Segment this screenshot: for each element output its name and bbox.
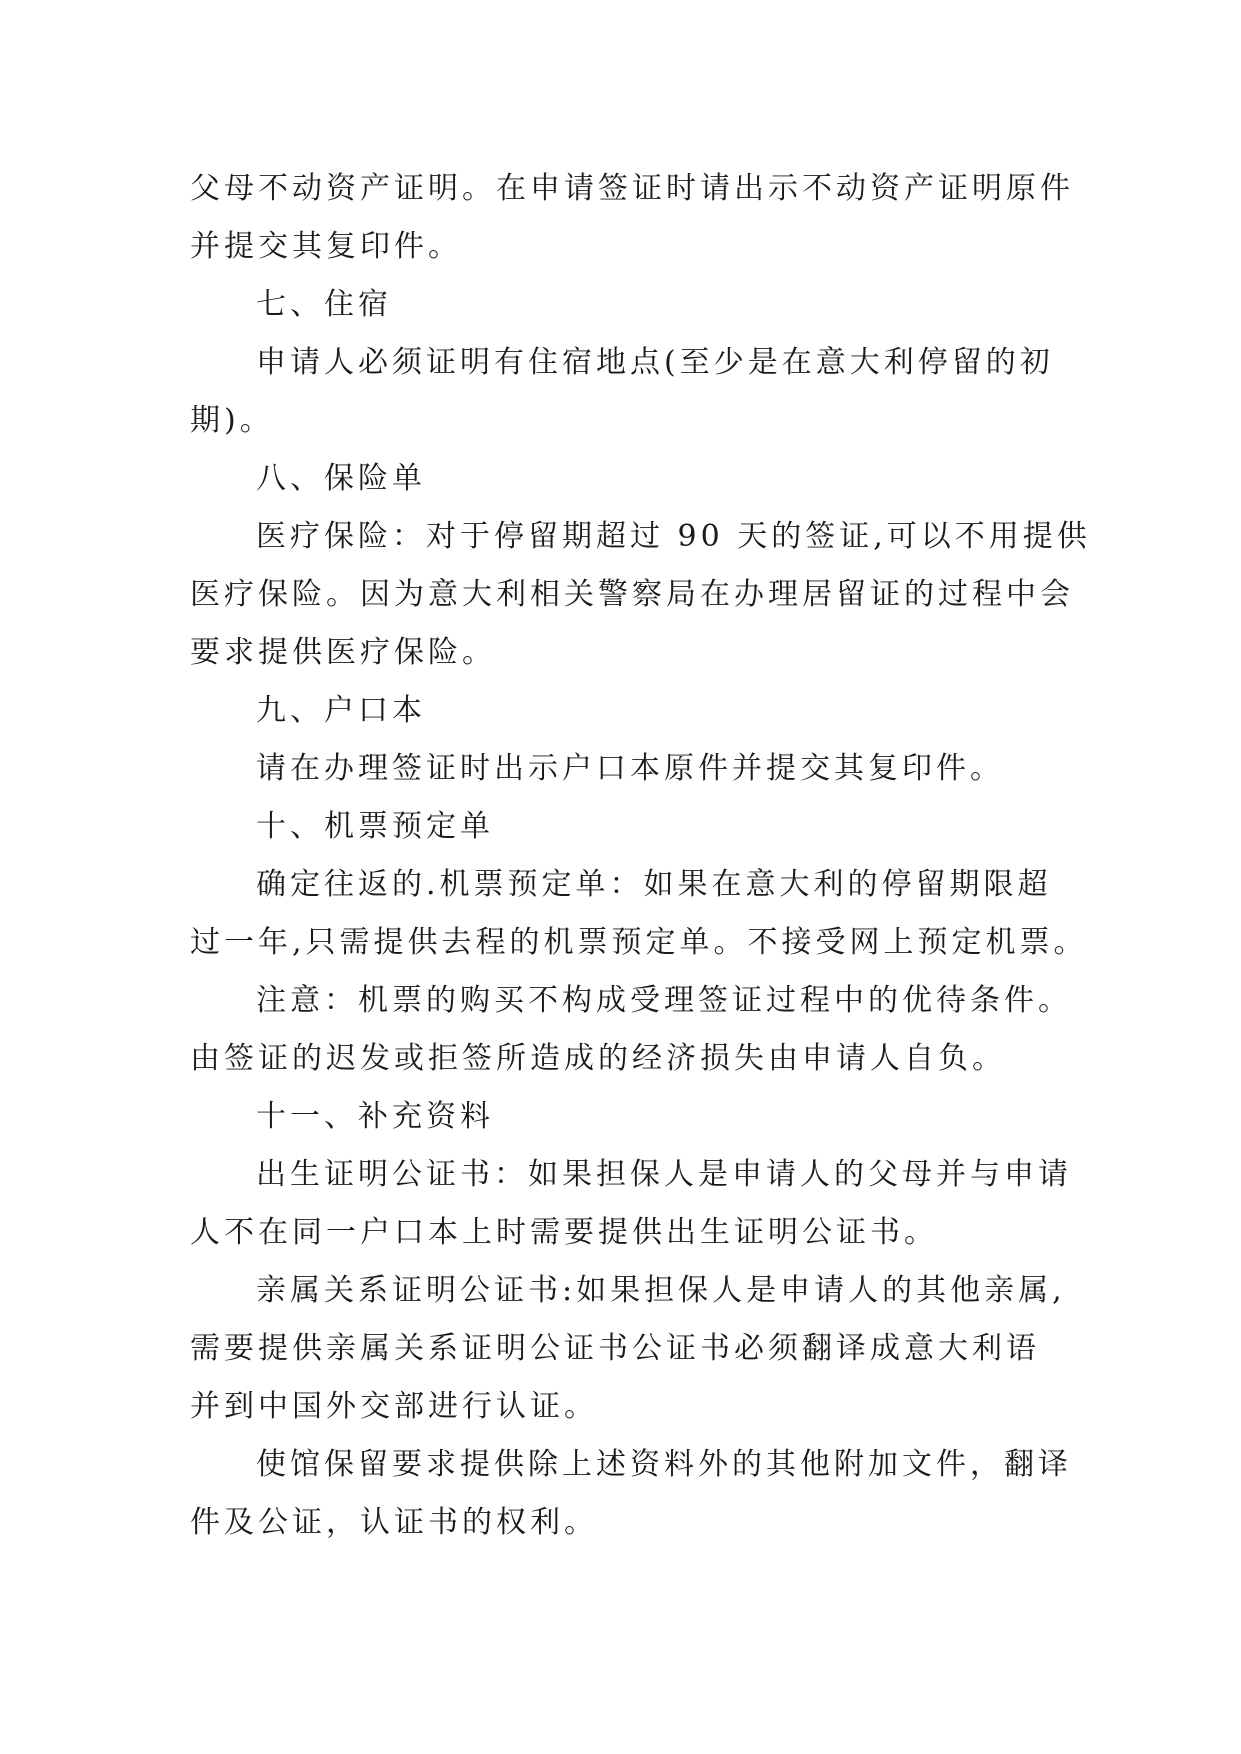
text-line: 申请人必须证明有住宿地点(至少是在意大利停留的初 [256, 345, 1054, 380]
document-body [190, 160, 1091, 1552]
text-line: 使馆保留要求提供除上述资料外的其他附加文件，翻译 [256, 1447, 1072, 1482]
text-line: 医疗保险：对于停留期超过 90 天的签证,可以不用提供 [256, 519, 1091, 554]
text-line: 父母不动资产证明。在申请签证时请出示不动资产证明原件 [190, 171, 1074, 206]
text-line: 由签证的迟发或拒签所造成的经济损失由申请人自负。 [190, 1041, 1006, 1076]
text-line: 需要提供亲属关系证明公证书公证书必须翻译成意大利语 [190, 1331, 1040, 1366]
section-heading-insurance: 八、保险单 [256, 461, 426, 496]
text-line: 医疗保险。因为意大利相关警察局在办理居留证的过程中会 [190, 577, 1074, 612]
text-line: 亲属关系证明公证书:如果担保人是申请人的其他亲属, [256, 1273, 1066, 1308]
text-line: 期)。 [190, 403, 274, 438]
section-heading-flight-booking: 十、机票预定单 [256, 809, 494, 844]
text-line: 要求提供医疗保险。 [190, 635, 496, 670]
section-heading-accommodation: 七、住宿 [256, 287, 392, 322]
text-line: 确定往返的.机票预定单：如果在意大利的停留期限超 [256, 867, 1052, 902]
text-line: 人不在同一户口本上时需要提供出生证明公证书。 [190, 1215, 938, 1250]
section-heading-supplementary: 十一、补充资料 [256, 1099, 494, 1134]
text-line: 件及公证，认证书的权利。 [190, 1505, 598, 1540]
text-line: 注意：机票的购买不构成受理签证过程中的优待条件。 [256, 983, 1072, 1018]
text-line: 并提交其复印件。 [190, 229, 462, 264]
text-line: 出生证明公证书：如果担保人是申请人的父母并与申请 [256, 1157, 1072, 1192]
text-line: 请在办理签证时出示户口本原件并提交其复印件。 [256, 751, 1004, 786]
text-line: 过一年,只需提供去程的机票预定单。不接受网上预定机票。 [190, 925, 1088, 960]
text-line: 并到中国外交部进行认证。 [190, 1389, 598, 1424]
section-heading-household-register: 九、户口本 [256, 693, 426, 728]
